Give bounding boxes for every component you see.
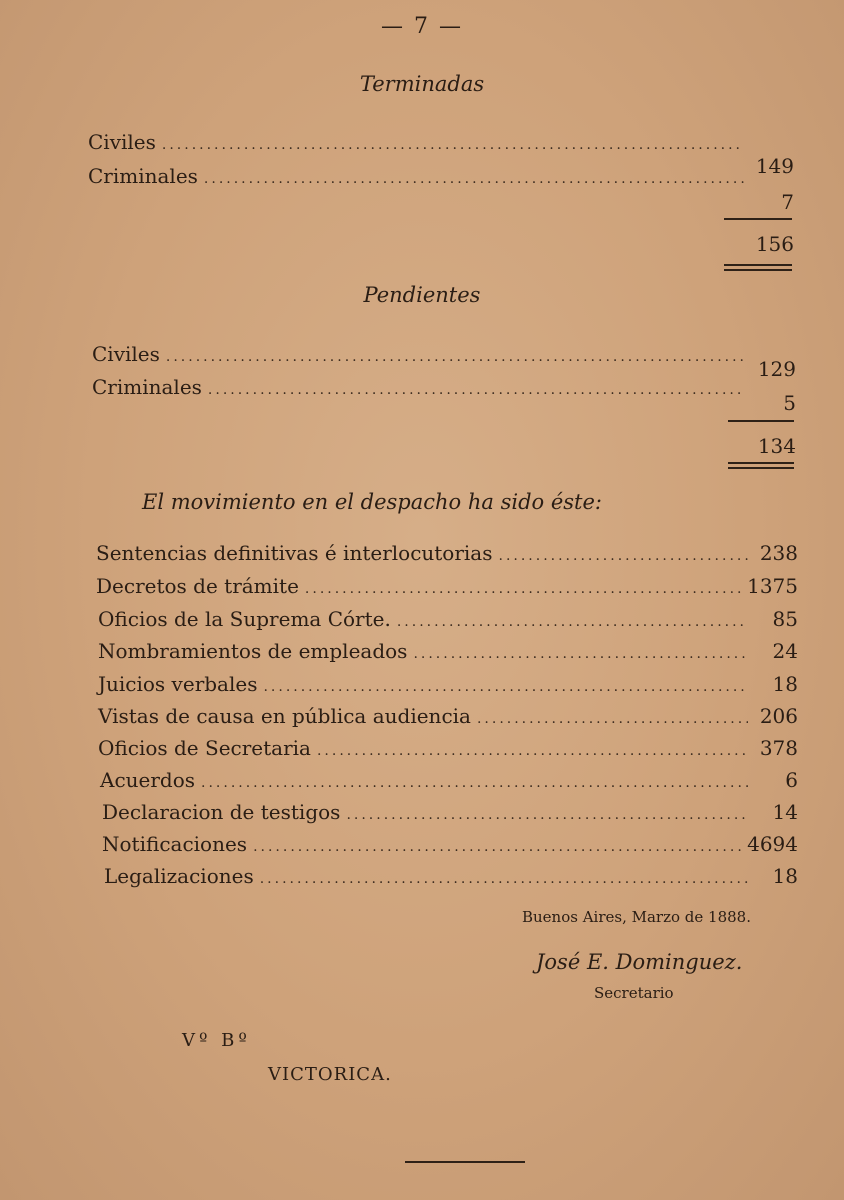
despacho-row	[98, 639, 798, 663]
dot-leader	[499, 548, 749, 564]
row-value: 85	[772, 607, 798, 631]
dot-leader	[162, 137, 744, 153]
row-label: Oficios de Secretaria	[98, 736, 311, 760]
row-label: Sentencias definitivas é interlocutorias	[96, 541, 493, 565]
dot-leader	[253, 839, 741, 855]
terminadas-heading: Terminadas	[359, 72, 485, 96]
despacho-row	[98, 607, 798, 631]
terminadas-total: 156	[755, 232, 794, 256]
dot-leader	[166, 349, 744, 365]
despacho-row	[102, 832, 798, 856]
despacho-row	[98, 704, 798, 728]
row-value: 206	[759, 704, 798, 728]
row-value: 6	[785, 768, 798, 792]
despacho-row	[96, 574, 798, 598]
dot-leader	[260, 871, 748, 887]
dot-leader	[263, 679, 748, 695]
place-date: Buenos Aires, Marzo de 1888.	[522, 908, 751, 926]
despacho-row	[102, 800, 798, 824]
row-value: 378	[759, 736, 798, 760]
dot-leader	[305, 581, 741, 597]
terminadas-criminales-value: 7	[781, 190, 794, 214]
row-label: Legalizaciones	[104, 864, 254, 888]
dot-leader	[317, 743, 748, 759]
total-double-rule	[724, 264, 792, 271]
row-label: Vistas de causa en pública audiencia	[98, 704, 471, 728]
row-label: Juicios verbales	[98, 672, 258, 696]
dot-leader	[477, 711, 748, 727]
page-number: — 7 —	[381, 14, 463, 39]
row-value: 18	[772, 672, 798, 696]
pendientes-row-civiles	[92, 342, 794, 366]
signature: José E. Dominguez.	[536, 950, 743, 974]
sum-rule	[728, 420, 794, 422]
total-double-rule	[728, 462, 794, 469]
row-label: Criminales	[88, 164, 198, 188]
row-label: Declaracion de testigos	[102, 800, 341, 824]
dot-leader	[346, 807, 748, 823]
row-label: Criminales	[92, 375, 202, 399]
row-label: Notificaciones	[102, 832, 248, 856]
pendientes-total: 134	[757, 434, 796, 458]
row-value: 18	[772, 864, 798, 888]
vobo-mark: Vº Bº	[182, 1030, 251, 1051]
row-value: 4694	[747, 832, 798, 856]
despacho-intro: El movimiento en el despacho ha sido éste:	[142, 490, 602, 514]
signer-role: Secretario	[594, 984, 674, 1002]
row-value: 24	[772, 639, 798, 663]
despacho-row	[96, 541, 798, 565]
pendientes-row-criminales	[92, 375, 794, 399]
row-label: Decretos de trámite	[96, 574, 299, 598]
approver-name: VICTORICA.	[268, 1064, 392, 1085]
dot-leader	[201, 775, 748, 791]
pendientes-criminales-value: 5	[783, 391, 796, 415]
terminadas-row-civiles	[88, 130, 794, 154]
despacho-row	[100, 768, 798, 792]
row-label: Civiles	[88, 130, 156, 154]
dot-leader	[413, 646, 748, 662]
terminadas-row-criminales	[88, 164, 794, 188]
row-value: 1375	[747, 574, 798, 598]
dot-leader	[204, 171, 744, 187]
row-label: Oficios de la Suprema Córte.	[98, 607, 391, 631]
sum-rule	[724, 218, 792, 220]
row-label: Civiles	[92, 342, 160, 366]
despacho-row	[104, 864, 798, 888]
row-label: Nombramientos de empleados	[98, 639, 408, 663]
dot-leader	[208, 382, 744, 398]
terminadas-civiles-value: 149	[755, 154, 794, 178]
row-value: 238	[759, 541, 798, 565]
row-label: Acuerdos	[100, 768, 196, 792]
despacho-row	[98, 672, 798, 696]
pendientes-heading: Pendientes	[363, 283, 481, 307]
end-rule	[405, 1161, 525, 1163]
row-value: 14	[772, 800, 798, 824]
pendientes-civiles-value: 129	[757, 357, 796, 381]
despacho-row	[98, 736, 798, 760]
dot-leader	[397, 614, 748, 630]
